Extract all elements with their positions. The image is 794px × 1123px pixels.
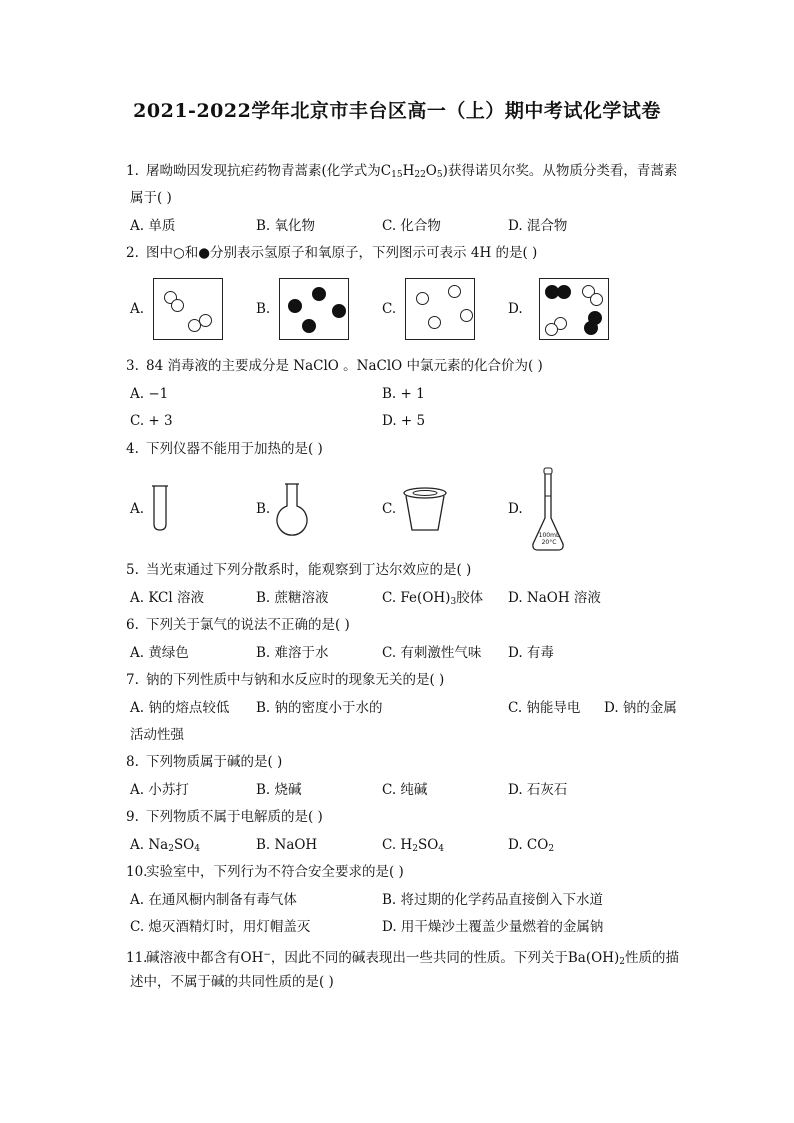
q2-diagram-a[interactable] [153, 278, 223, 340]
hydrogen-atom [545, 323, 558, 336]
q1-option-c[interactable]: C. 化合物 [382, 218, 441, 234]
hydrogen-atom [171, 299, 184, 312]
question-7: 7. 钠的下列性质中与钠和水反应时的现象无关的是( ) [126, 672, 445, 688]
q8-option-b[interactable]: B. 烧碱 [256, 782, 302, 798]
question-1-line2: 属于( ) [130, 190, 172, 206]
hydrogen-atom [448, 285, 461, 298]
q6-option-a[interactable]: A. 黄绿色 [130, 645, 189, 661]
oxygen-atom [288, 299, 302, 313]
q1-option-d[interactable]: D. 混合物 [508, 218, 568, 234]
flask-capacity-label: 100mL 20°C [538, 532, 560, 546]
q7-option-d-wrap: 活动性强 [130, 727, 184, 743]
question-5: 5. 当光束通过下列分散系时，能观察到丁达尔效应的是( ) [126, 562, 472, 578]
q9-option-c[interactable]: C. $H_2SO_4$ [382, 837, 445, 854]
q7-option-b[interactable]: B. 钠的密度小于水的 [256, 700, 383, 716]
q8-option-a[interactable]: A. 小苏打 [130, 782, 189, 798]
q3-option-a[interactable]: A. −1 [130, 386, 169, 402]
q4-label-d[interactable]: D. [508, 501, 523, 517]
q2-diagram-d[interactable] [539, 278, 609, 340]
round-bottom-flask-icon[interactable] [274, 482, 310, 538]
q8-option-c[interactable]: C. 纯碱 [382, 782, 428, 798]
q3-option-b[interactable]: B. + 1 [382, 386, 425, 402]
q5-option-b[interactable]: B. 蔗糖溶液 [256, 590, 329, 606]
hydrogen-atom [428, 316, 441, 329]
q4-label-b[interactable]: B. [256, 501, 271, 517]
q3-option-d[interactable]: D. + 5 [382, 413, 426, 429]
question-4: 4. 下列仪器不能用于加热的是( ) [126, 441, 323, 457]
q10-option-c[interactable]: C. 熄灭酒精灯时，用灯帽盖灭 [130, 919, 311, 935]
hydrogen-atom [416, 292, 429, 305]
q2-diagram-c[interactable] [405, 278, 475, 340]
q5-option-d[interactable]: D. NaOH 溶液 [508, 590, 601, 606]
question-8: 8. 下列物质属于碱的是( ) [126, 754, 283, 770]
q4-label-a[interactable]: A. [130, 501, 145, 517]
q5-option-a[interactable]: A. KCl 溶液 [130, 590, 204, 606]
q6-option-b[interactable]: B. 难溶于水 [256, 645, 329, 661]
question-3: 3. 84 消毒液的主要成分是 NaClO 。NaClO 中氯元素的化合价为( ) [126, 358, 543, 374]
q2-label-a[interactable]: A. [130, 301, 145, 317]
q7-option-a[interactable]: A. 钠的熔点较低 [130, 700, 230, 716]
question-2: 2. 图中○和●分别表示氢原子和氧原子，下列图示可表示 4H 的是( ) [126, 245, 538, 261]
q2-label-c[interactable]: C. [382, 301, 397, 317]
exam-title: 2021-2022学年北京市丰台区高一（上）期中考试化学试卷 [133, 100, 661, 122]
oxygen-atom [332, 304, 346, 318]
crucible-icon[interactable] [400, 486, 450, 534]
q6-option-c[interactable]: C. 有刺激性气味 [382, 645, 482, 661]
hydrogen-atom [460, 309, 473, 322]
question-11-line2: 述中，不属于碱的共同性质的是( ) [130, 974, 334, 990]
q2-diagram-b[interactable] [279, 278, 349, 340]
q3-option-c[interactable]: C. + 3 [130, 413, 173, 429]
q7-option-d[interactable]: D. 钠的金属 [604, 700, 677, 716]
q2-label-b[interactable]: B. [256, 301, 271, 317]
q1-option-a[interactable]: A. 单质 [130, 218, 176, 234]
q8-option-d[interactable]: D. 石灰石 [508, 782, 568, 798]
oxygen-atom [312, 287, 326, 301]
question-10: 10.实验室中，下列行为不符合安全要求的是( ) [126, 864, 404, 880]
q1-option-b[interactable]: B. 氧化物 [256, 218, 316, 234]
q9-option-a[interactable]: A. $Na_2SO_4$ [130, 837, 200, 854]
q2-label-d[interactable]: D. [508, 301, 523, 317]
q7-option-c[interactable]: C. 钠能导电 [508, 700, 581, 716]
hydrogen-atom [590, 293, 603, 306]
q10-option-b[interactable]: B. 将过期的化学药品直接倒入下水道 [382, 892, 604, 908]
q5-option-c[interactable]: C. $Fe(OH)_3$胶体 [382, 590, 484, 607]
question-6: 6. 下列关于氯气的说法不正确的是( ) [126, 617, 350, 633]
question-9: 9. 下列物质不属于电解质的是( ) [126, 809, 323, 825]
q6-option-d[interactable]: D. 有毒 [508, 645, 554, 661]
q4-label-c[interactable]: C. [382, 501, 397, 517]
question-11: 11.碱溶液中都含有OH−，因此不同的碱表现出一些共同的性质。下列关于$Ba(OH)_2$性质的描 [126, 950, 679, 967]
oxygen-atom [557, 285, 571, 299]
q9-option-d[interactable]: D. $CO_2$ [508, 837, 555, 854]
oxygen-atom [584, 321, 598, 335]
q10-option-a[interactable]: A. 在通风橱内制备有毒气体 [130, 892, 297, 908]
hydrogen-atom [199, 314, 212, 327]
q10-option-d[interactable]: D. 用干燥沙土覆盖少量燃着的金属钠 [382, 919, 604, 935]
question-1: 1. 屠呦呦因发现抗疟药物青蒿素(化学式为$C_{15}H_{22}O_5$)获得诺贝尔奖。从物质分类看，青蒿素 [126, 163, 678, 180]
oxygen-atom [302, 319, 316, 333]
q9-option-b[interactable]: B. NaOH [256, 837, 318, 853]
test-tube-icon[interactable] [150, 483, 170, 533]
